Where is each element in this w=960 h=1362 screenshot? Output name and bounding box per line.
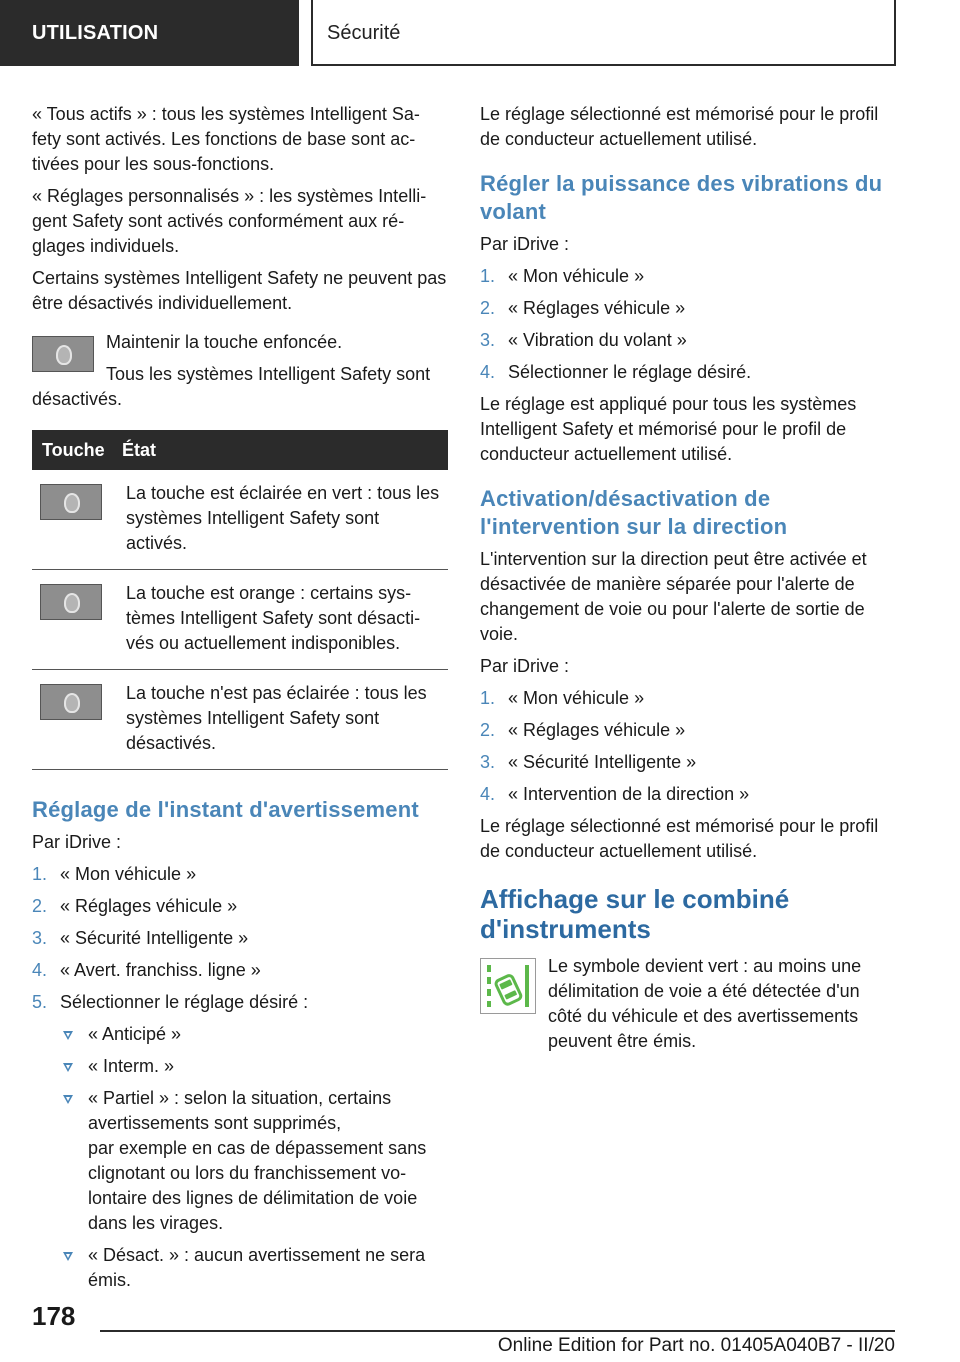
warning-options-list	[60, 1022, 448, 1293]
triangle-bullet-icon	[63, 1031, 73, 1040]
lane-symbol-text: Le symbole devient vert : au moins une délimitation de voie a été détectée d'un côté du véhicule et des avertissements peuvent être émis.	[548, 956, 862, 1051]
button-hold-instruction	[32, 330, 448, 412]
section-title: UTILISATION	[0, 0, 299, 66]
lane-departure-icon	[480, 958, 536, 1014]
table-row	[32, 470, 448, 570]
vibration-steps-list	[480, 264, 894, 385]
list-item: « Partiel » : selon la situation, certains avertissements sont supprimés, par exemple en cas de dépassement sans clignotant ou lors du franchissement vo-lontaire des lignes de délimitation de voie dans les virages.	[60, 1086, 448, 1236]
list-item: « Interm. »	[60, 1054, 448, 1079]
paragraph-saved-profile-2: Le réglage sélectionné est mémorisé pour le profil de conducteur actuellement utilisé.	[480, 816, 879, 861]
paragraph-saved-profile: Le réglage sélectionné est mémorisé pour le profil de conducteur actuellement utilisé.	[480, 104, 879, 149]
paragraph-custom-settings: « Réglages personnalisés » : les systèmes Intelli-gent Safety sont activés conformément aux ré-glages individuels.	[32, 186, 427, 256]
idrive-label: Par iDrive :	[32, 832, 122, 852]
paragraph-applied-all: Le réglage est appliqué pour tous les systèmes Intelligent Safety et mémorisé pour le profil de conducteur actuellement utilisé.	[480, 394, 857, 464]
intelligent-safety-button-icon	[40, 484, 102, 520]
list-item: 4. « Intervention de la direction »	[480, 784, 750, 804]
triangle-bullet-icon	[63, 1095, 73, 1104]
heading-instrument-display: Affichage sur le combiné d'instruments	[480, 884, 790, 944]
paragraph-all-active: « Tous actifs » : tous les systèmes Intelligent Sa-fety sont activés. Les fonctions de base sont ac-tivées pour les sous-fonctions.	[32, 104, 420, 174]
table-header-row	[32, 430, 448, 470]
warning-steps-list	[32, 862, 448, 1293]
intelligent-safety-button-icon	[40, 584, 102, 620]
state-description: La touche est éclairée en vert : tous les systèmes Intelligent Safety sont activés.	[122, 470, 448, 570]
list-item: 5. Sélectionner le réglage désiré : « Anticipé » « Interm. » « Partiel » : selon la situation, certains avertissements sont supprimés, par exemple en cas de dépassement sans clignotant ou lors du franchissement vo-lontaire des lignes de délimitation de voie dans les virages. « Désact. » : aucun avertissement ne sera émis.	[32, 990, 448, 1293]
list-item: 2. « Réglages véhicule »	[480, 298, 686, 318]
list-item: « Anticipé »	[60, 1022, 448, 1047]
list-item: 2. « Réglages véhicule »	[480, 720, 686, 740]
page-number: 178	[32, 1301, 76, 1331]
left-column	[32, 102, 448, 1300]
intelligent-safety-button-icon	[32, 336, 94, 372]
list-item: 3. « Sécurité Intelligente »	[480, 752, 697, 772]
list-item: 2. « Réglages véhicule »	[32, 896, 238, 916]
heading-vibration: Régler la puissance des vibrations du volant	[480, 171, 883, 224]
all-deactivated-text: Tous les systèmes Intelligent Safety sont désactivés.	[32, 364, 431, 409]
list-item: 1. « Mon véhicule »	[480, 266, 645, 286]
triangle-bullet-icon	[63, 1063, 73, 1072]
page-header	[0, 0, 960, 66]
hold-button-text: Maintenir la touche enfoncée.	[106, 332, 343, 352]
heading-steering-intervention: Activation/désactivation de l'intervention sur la direction	[480, 486, 788, 539]
chapter-title: Sécurité	[311, 0, 896, 66]
table-row	[32, 670, 448, 770]
list-item: 3. « Vibration du volant »	[480, 330, 687, 350]
intelligent-safety-button-icon	[40, 684, 102, 720]
paragraph-steering: L'intervention sur la direction peut être activée et désactivée de manière séparée pour l'alerte de changement de voie ou pour l'alerte de sortie de voie.	[480, 549, 867, 644]
steering-steps-list	[480, 686, 894, 807]
footer-divider	[100, 1330, 895, 1332]
right-column	[480, 102, 894, 1061]
list-item: « Désact. » : aucun avertissement ne sera émis.	[60, 1243, 448, 1293]
list-item: 3. « Sécurité Intelligente »	[32, 928, 249, 948]
paragraph-not-deactivatable: Certains systèmes Intelligent Safety ne peuvent pas être désactivés individuellement.	[32, 268, 447, 313]
list-item: 4. « Avert. franchiss. ligne »	[32, 960, 261, 980]
column-header-state: État	[122, 430, 448, 470]
heading-warning-timing: Réglage de l'instant d'avertissement	[32, 797, 419, 822]
list-item: 1. « Mon véhicule »	[32, 864, 197, 884]
list-item: 1. « Mon véhicule »	[480, 688, 645, 708]
list-item: 4. Sélectionner le réglage désiré.	[480, 362, 752, 382]
idrive-label: Par iDrive :	[480, 656, 570, 676]
lane-symbol-description	[480, 954, 894, 1054]
option-partial-continuation: par exemple en cas de dépassement sans clignotant ou lors du franchissement vo-lontaire des lignes de délimitation de voie dans les virages.	[88, 1138, 427, 1233]
table-row	[32, 570, 448, 670]
state-description: La touche n'est pas éclairée : tous les systèmes Intelligent Safety sont désactivés.	[122, 670, 448, 770]
state-description: La touche est orange : certains sys-tèmes Intelligent Safety sont désacti-vés ou actuellement indisponibles.	[122, 570, 448, 670]
idrive-label: Par iDrive :	[480, 234, 570, 254]
column-header-key: Touche	[32, 430, 122, 470]
edition-note: Online Edition for Part no. 01405A040B7 - II/20	[497, 1335, 895, 1356]
triangle-bullet-icon	[63, 1252, 73, 1261]
button-state-table	[32, 430, 448, 770]
